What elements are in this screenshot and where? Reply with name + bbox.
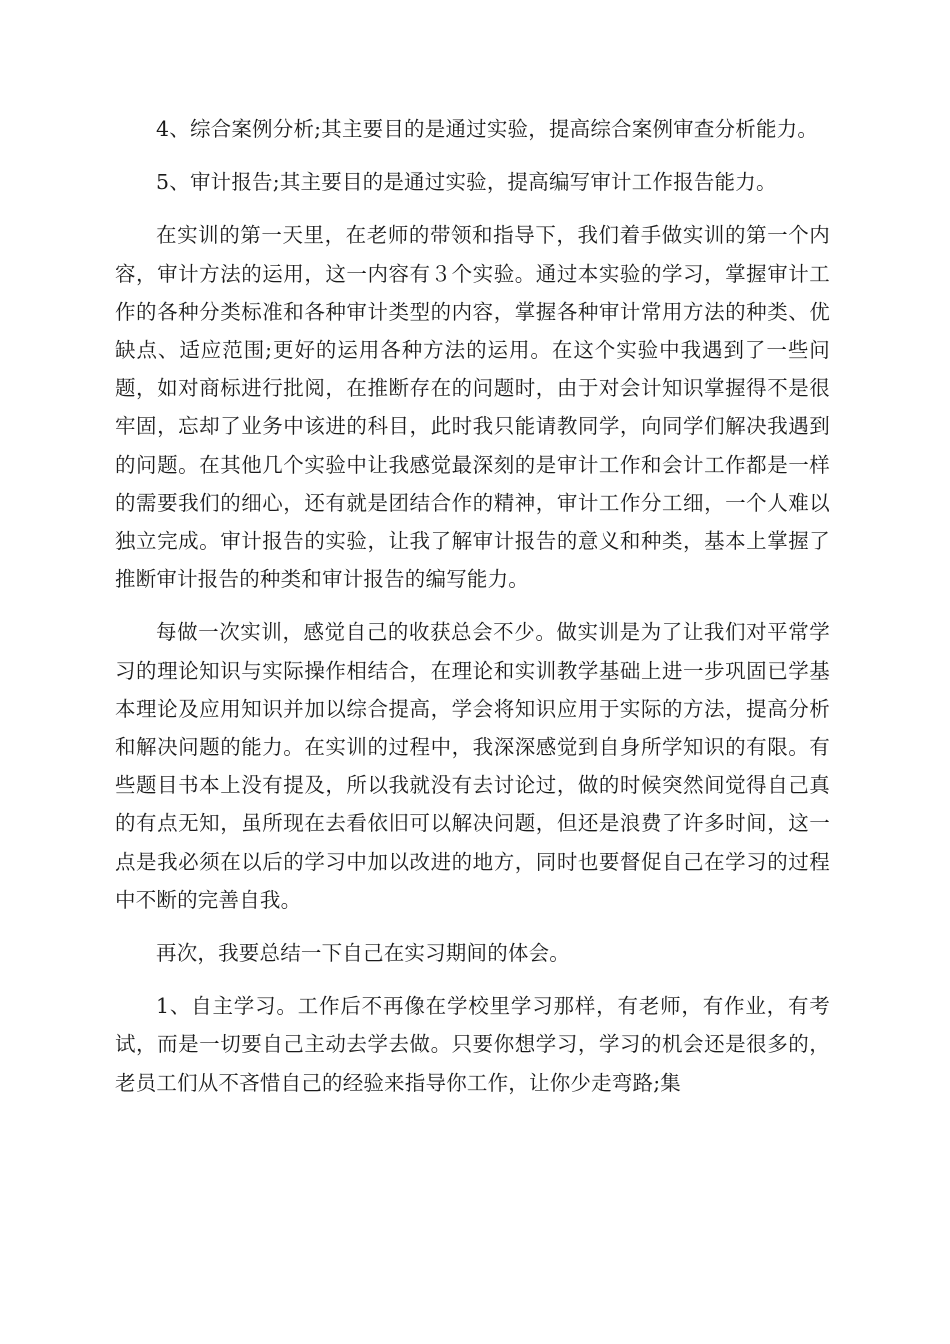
paragraph-summary-intro: 再次，我要总结一下自己在实习期间的体会。 [156, 941, 570, 966]
paragraph-case-analysis: 4、综合案例分析;其主要目的是通过实验，提高综合案例审查分析能力。 [156, 117, 819, 141]
paragraph-self-study: 1、自主学习。工作后不再像在学校里学习那样，有老师，有作业，有考试，而是一切要自己主动去学去做。只要你想学习，学习的机会还是很多的，老员工们从不吝惜自己的经验来指导你工作，让你少走弯路;集 [115, 994, 830, 1095]
paragraph-audit-report: 5、审计报告;其主要目的是通过实验，提高编写审计工作报告能力。 [156, 170, 777, 195]
paragraph-first-day: 在实训的第一天里，在老师的带领和指导下，我们着手做实训的第一个内容，审计方法的运用，这一内容有３个实验。通过本实验的学习，掌握审计工作的各种分类标准和各种审计类型的内容，掌握各种审计常用方法的种类、优缺点、适应范围;更好的运用各种方法的运用。在这个实验中我遇到了一些问题，如对商标进行批阅，在推断存在的问题时，由于对会计知识掌握得不是很牢固，忘却了业务中该进的科目，此时我只能请教同学，向同学们解决我遇到的问题。在其他几个实验中让我感觉最深刻的是审计工作和会计工作都是一样的需要我们的细心，还有就是团结合作的精神，审计工作分工细，一个人难以独立完成。审计报告的实验，让我了解审计报告的意义和种类，基本上掌握了推断审计报告的种类和审计报告的编写能力。 [115, 223, 830, 592]
paragraph-training-gains: 每做一次实训，感觉自己的收获总会不少。做实训是为了让我们对平常学习的理论知识与实际操作相结合，在理论和实训教学基础上进一步巩固已学基本理论及应用知识并加以综合提高，学会将知识应用于实际的方法，提高分析和解决问题的能力。在实训的过程中，我深深感觉到自身所学知识的有限。有些题目书本上没有提及，所以我就没有去讨论过，做的时候突然间觉得自己真的有点无知，虽所现在去看依旧可以解决问题，但还是浪费了许多时间，这一点是我必须在以后的学习中加以改进的地方，同时也要督促自己在学习的过程中不断的完善自我。 [115, 620, 830, 912]
document-body [115, 110, 830, 1117]
